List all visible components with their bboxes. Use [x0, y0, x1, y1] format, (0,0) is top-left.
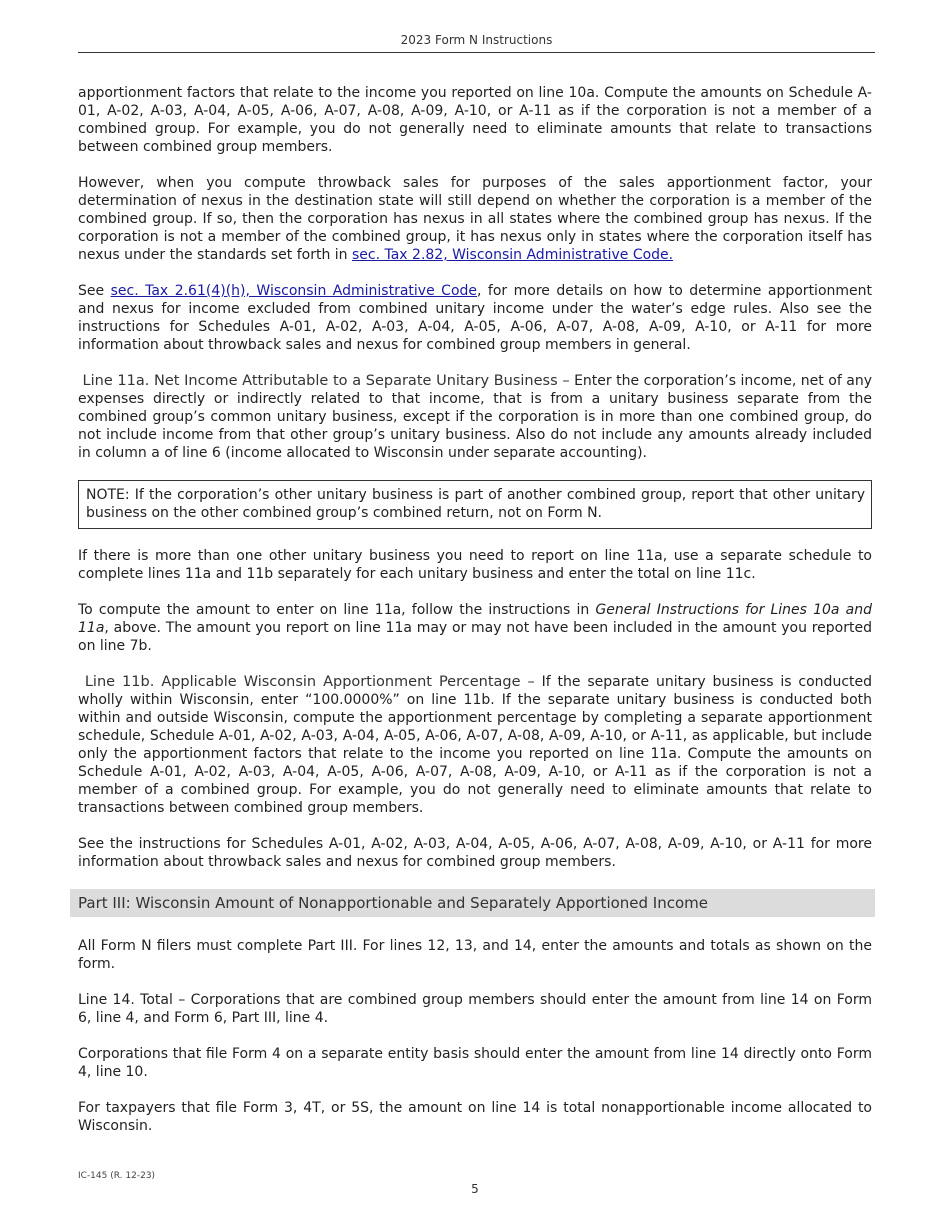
page-header: 2023 Form N Instructions	[78, 33, 875, 53]
form-identifier: IC-145 (R. 12-23)	[78, 1171, 156, 1181]
paragraph-line-11b	[78, 673, 872, 817]
line-11a-heading: Line 11a. Net Income Attributable to a Separate Unitary Business –	[82, 373, 570, 389]
line-11b-text: If the separate unitary business is conducted wholly within Wisconsin, enter “100.0000%” on line 11b. If the separate unitary business is conducted both within and outside Wisconsin, compute the apportionment percentage by completing a separate apportionment schedule, Schedule A-01, A-02, A-03, A-04, A-05, A-06, A-07, A-08, A-09, A-10, or A-11, as applicable, but include only the apportionment factors that relate to the income you reported on line 11a. Compute the amounts on Schedule A-01, A-02, A-03, A-04, A-05, A-06, A-07, A-08, A-09, A-10, or A-11 as if the corporation is not a member of a combined group. For example, you do not generally need to eliminate amounts that relate to transactions between combined group members.	[78, 674, 873, 816]
note-label: NOTE:	[86, 487, 130, 503]
note-text: If the corporation’s other unitary business is part of another combined group, report that other unitary business on the other combined group’s combined return, not on Form N.	[86, 487, 865, 521]
paragraph-form-3-4t-5s: For taxpayers that file Form 3, 4T, or 5S, the amount on line 14 is total nonapportionable income allocated to Wisconsin.	[78, 1100, 872, 1134]
see-suffix: , for more details on how to determine apportionment and nexus for income excluded from combined unitary income under the water’s edge rules. Also see the instructions for Schedules A-01, A-02, A-03, A-04, A-05, A-06, A-07, A-08, A-09, A-10, or A-11 for more information about throwback sales and nexus for combined group members in general.	[78, 283, 872, 353]
paragraph-see-sec-tax	[78, 282, 872, 354]
document-body	[78, 84, 872, 1153]
line-11b-heading: Line 11b. Applicable Wisconsin Apportionment Percentage –	[84, 674, 535, 690]
paragraph-line-14	[78, 991, 872, 1027]
paragraph-throwback-sales	[78, 174, 872, 264]
paragraph-line-11a	[78, 372, 872, 462]
throwback-text: However, when you compute throwback sales for purposes of the sales apportionment factor, your determination of nexus in the destination state will still depend on whether the corporation is a member of the combined group. If so, then the corporation has nexus in all states where the combined group has nexus. If the corporation is not a member of the combined group, it has nexus only in states where the corporation itself has nexus under the standards set forth in	[78, 175, 872, 263]
line-14-heading: Line 14. Total –	[78, 992, 186, 1008]
page-number: 5	[471, 1182, 479, 1196]
paragraph-compute-line-11a	[78, 601, 872, 655]
line-11a-text: Enter the corporation’s income, net of any expenses directly or indirectly related to that income, that is from a unitary business separate from the combined group’s common unitary business, except if the corporation is in more than one combined group, do not include income from that other group’s unitary business. Also do not include any amounts already included in column a of line 6 (income allocated to Wisconsin under separate accounting).	[78, 373, 873, 461]
see-prefix: See	[78, 283, 111, 299]
paragraph-form-4: Corporations that file Form 4 on a separate entity basis should enter the amount from line 14 directly onto Form 4, line 10.	[78, 1046, 872, 1080]
paragraph-apportionment-factors: apportionment factors that relate to the income you reported on line 10a. Compute the amounts on Schedule A-01, A-02, A-03, A-04, A-05, A-06, A-07, A-08, A-09, A-10, or A-11 as if the corporation is not a member of a combined group. For example, you do not generally need to eliminate amounts that relate to transactions between combined group members.	[78, 85, 872, 155]
paragraph-see-instructions: See the instructions for Schedules A-01, A-02, A-03, A-04, A-05, A-06, A-07, A-08, A-09, A-10, or A-11 for more information about throwback sales and nexus for combined group members.	[78, 836, 872, 870]
general-instructions-ref: General Instructions for Lines 10a and 11a	[78, 602, 872, 636]
link-sec-tax-2-61[interactable]: sec. Tax 2.61(4)(h), Wisconsin Administrative Code	[110, 283, 478, 299]
line-14-text: Corporations that are combined group members should enter the amount from line 14 on Form 6, line 4, and Form 6, Part III, line 4.	[78, 992, 872, 1026]
paragraph-multiple-unitary: If there is more than one other unitary business you need to report on line 11a, use a separate schedule to complete lines 11a and 11b separately for each unitary business and enter the total on line 11c.	[78, 548, 872, 582]
note-box	[78, 480, 872, 529]
part-iii-heading: Part III: Wisconsin Amount of Nonapportionable and Separately Apportioned Income	[70, 889, 875, 917]
compute-suffix: , above. The amount you report on line 11a may or may not have been included in the amount you reported on line 7b.	[78, 620, 872, 654]
link-sec-tax-2-82[interactable]: sec. Tax 2.82, Wisconsin Administrative Code.	[351, 247, 674, 263]
paragraph-all-filers: All Form N filers must complete Part III. For lines 12, 13, and 14, enter the amounts and totals as shown on the form.	[78, 938, 872, 972]
compute-prefix: To compute the amount to enter on line 11a, follow the instructions in	[78, 602, 596, 618]
